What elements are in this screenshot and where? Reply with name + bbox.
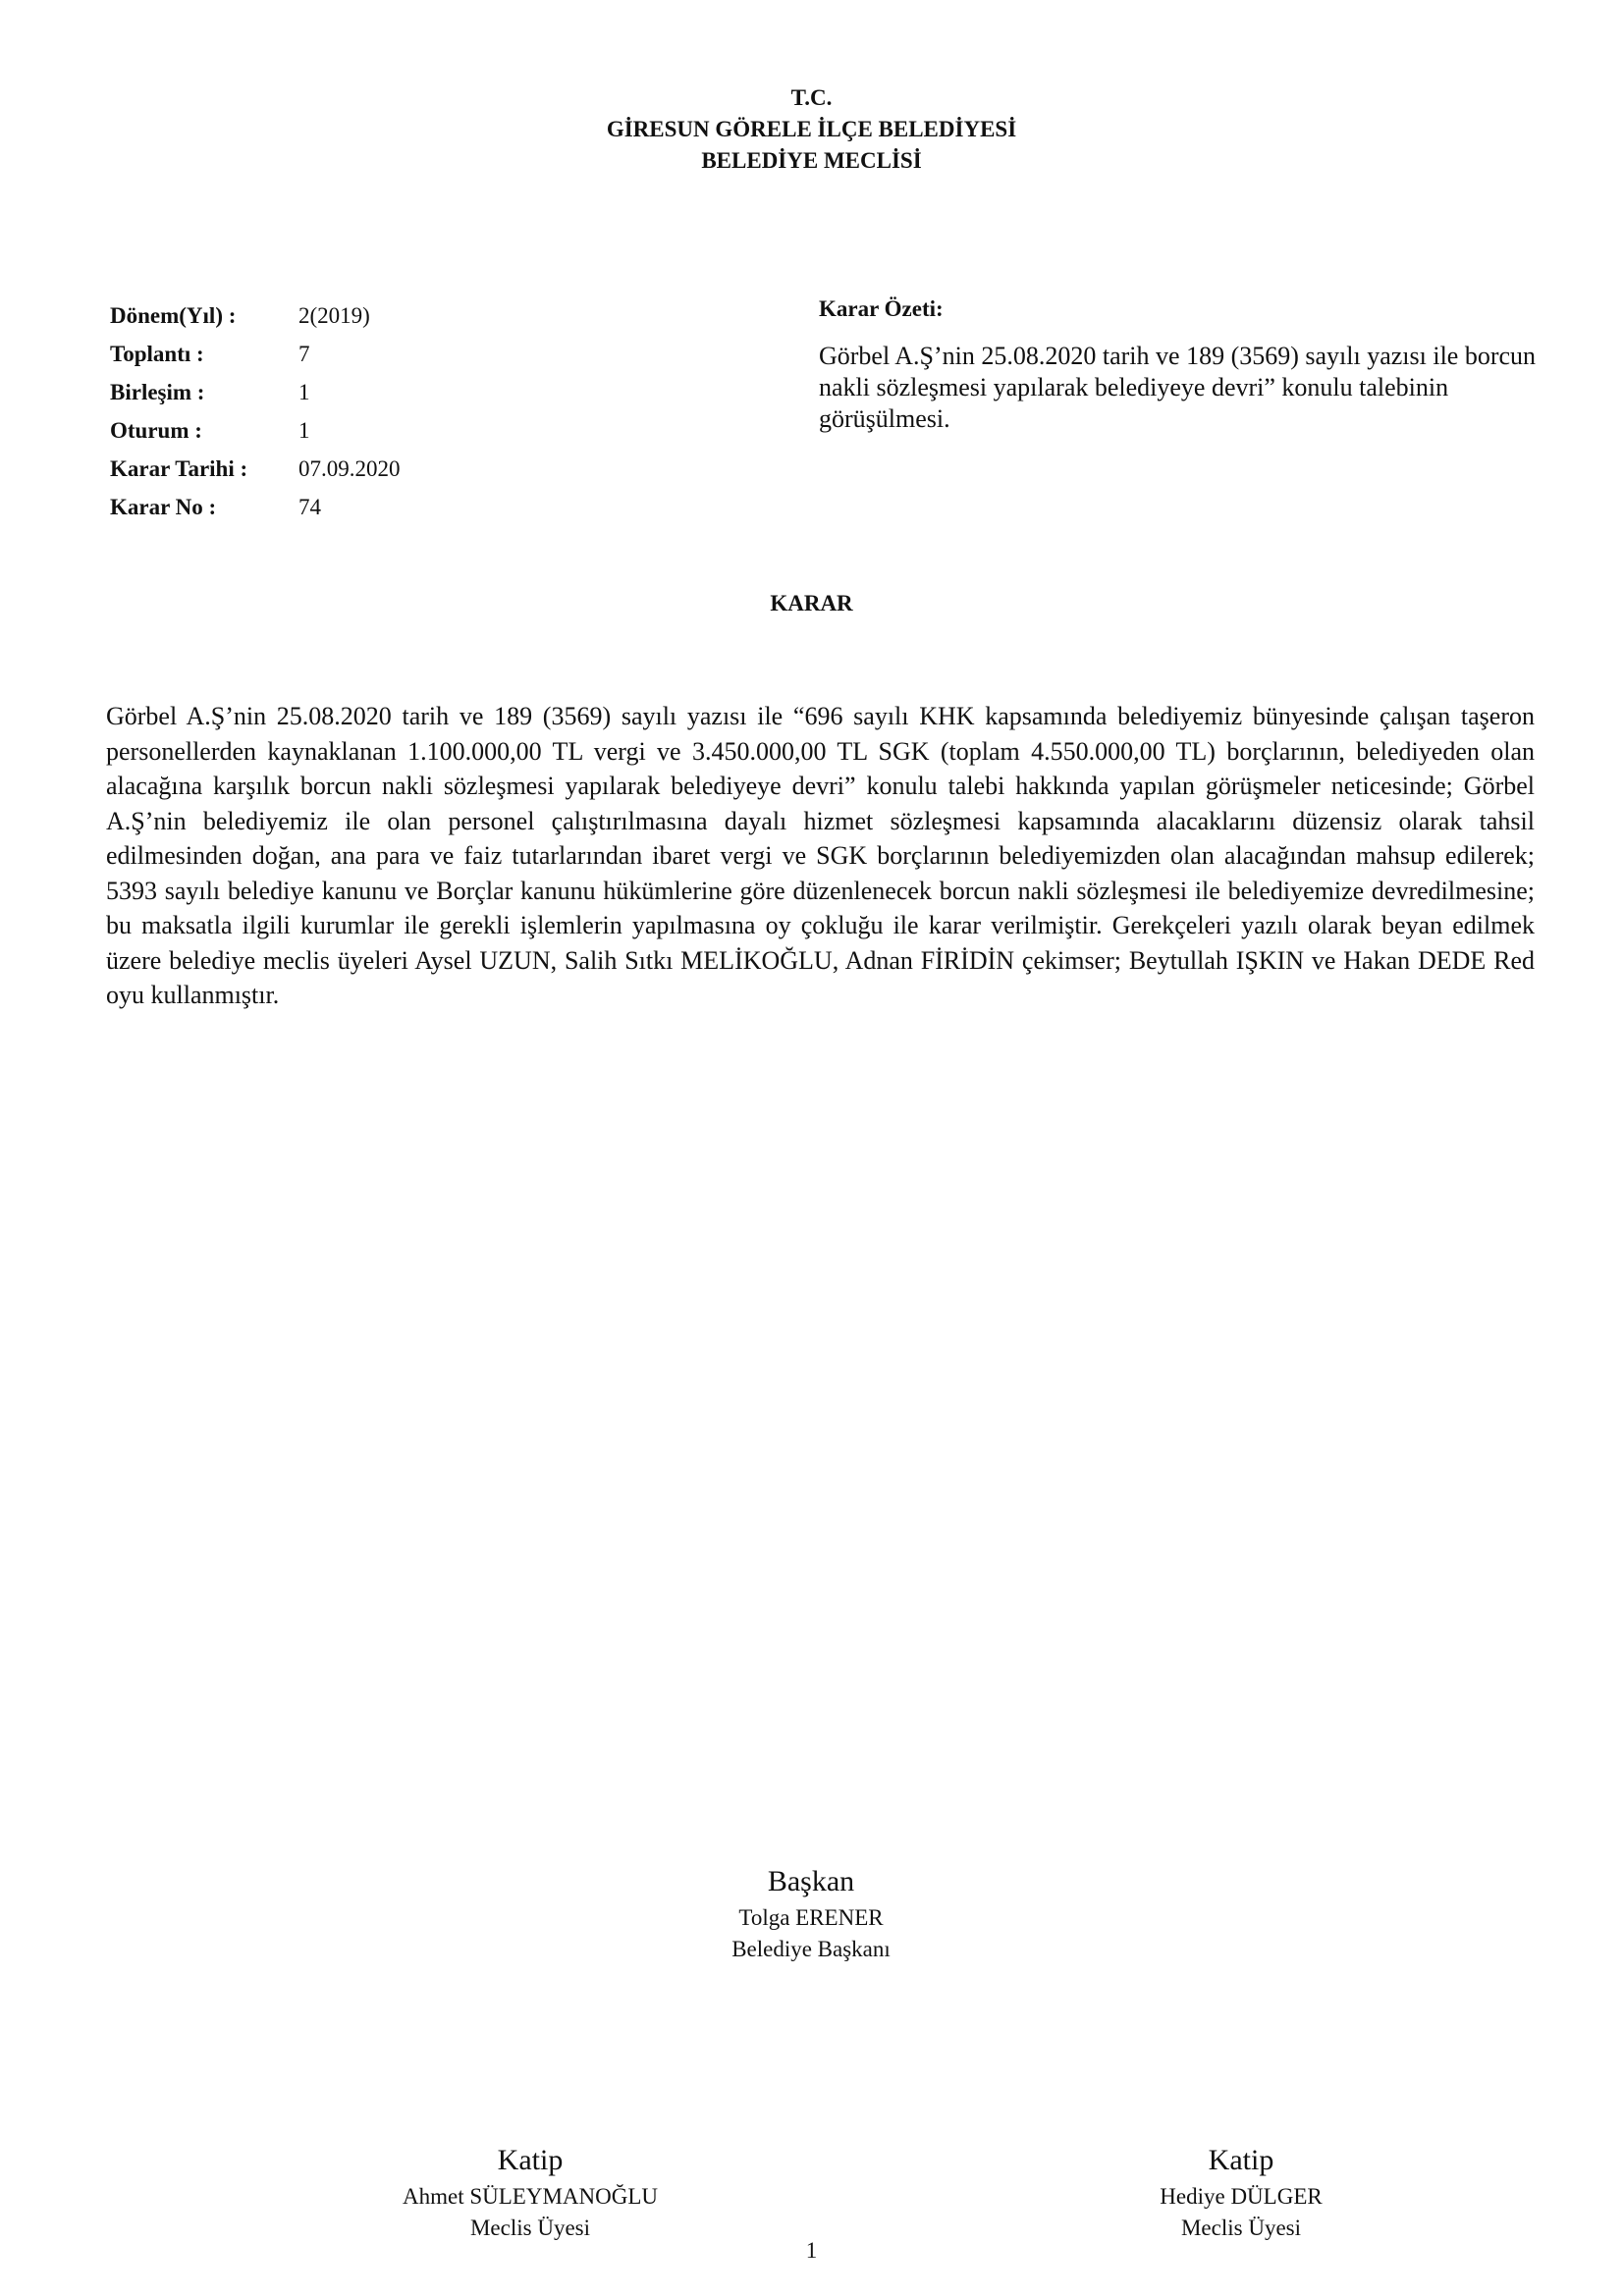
header-country: T.C. bbox=[790, 85, 833, 110]
meta-label: Dönem(Yıl) : bbox=[110, 303, 237, 328]
decision-summary bbox=[819, 293, 1545, 435]
signature-name: Ahmet SÜLEYMANOĞLU bbox=[402, 2184, 658, 2209]
summary-title: Karar Özeti: bbox=[819, 296, 944, 321]
meta-label: Karar Tarihi : bbox=[110, 456, 248, 481]
meta-value: 07.09.2020 bbox=[298, 456, 401, 481]
signature-role: Başkan bbox=[767, 1865, 855, 1897]
meta-value: 7 bbox=[298, 342, 310, 366]
signature-role: Katip bbox=[1208, 2144, 1274, 2176]
meta-label: Toplantı : bbox=[110, 342, 204, 366]
signature-role: Katip bbox=[497, 2144, 564, 2176]
meta-value: 2(2019) bbox=[298, 303, 370, 328]
meta-row-oturum bbox=[110, 411, 401, 450]
meta-row-karar-no bbox=[110, 488, 401, 526]
signature-title: Meclis Üyesi bbox=[469, 2216, 590, 2240]
meta-value: 74 bbox=[298, 495, 321, 519]
summary-text: Görbel A.Ş’nin 25.08.2020 tarih ve 189 (3569) sayılı yazısı ile borcun nakli sözleşmesi yapılarak belediyeye devri” konulu talebinin görüşülmesi. bbox=[819, 342, 1537, 433]
meta-value: 1 bbox=[298, 418, 310, 443]
meta-label: Karar No : bbox=[110, 495, 217, 519]
decision-body: Görbel A.Ş’nin 25.08.2020 tarih ve 189 (3569) sayılı yazısı ile “696 sayılı KHK kapsamında belediyemiz bünyesinde çalışan taşeron personellerden kaynaklanan 1.100.000,00 TL vergi ve 3.450.000,00 TL SGK (toplam 4.550.000,00 TL) borçlarının, belediyeden olan alacağına karşılık borcun nakli sözleşmesi yapılarak belediyeye devri” konulu talebi hakkında yapılan görüşmeler neticesinde; Görbel A.Ş’nin belediyemiz ile olan personel çalıştırılmasına dayalı hizmet sözleşmesi kapsamında alacaklarını düzensiz olarak tahsil edilmesinden doğan, ana para ve faiz tutarlarından ibaret vergi ve SGK borçlarının belediyemizden olan alacağından mahsup edilerek; 5393 sayılı belediye kanunu ve Borçlar kanunu hükümlerine göre düzenlenecek borcun nakli sözleşmesi ile belediyemize devredilmesine; bu maksatla ilgili kurumlar ile gerekli işlemlerin yapılmasına oy çokluğu ile karar verilmiştir. Gerekçeleri yazılı olarak beyan edilmek üzere belediye meclis üyeleri Aysel UZUN, Salih Sıtkı MELİKOĞLU, Adnan FİRİDİN çekimser; Beytullah IŞKIN ve Hakan DEDE Red oyu kullanmıştır. bbox=[106, 702, 1535, 1009]
signature-katip-right bbox=[1045, 2140, 1437, 2244]
meta-label: Birleşim : bbox=[110, 380, 205, 404]
signature-title: Meclis Üyesi bbox=[1180, 2216, 1301, 2240]
meta-row-donem bbox=[110, 296, 401, 335]
decision-meta-table bbox=[110, 296, 401, 526]
signature-katip-left bbox=[334, 2140, 727, 2244]
signature-baskan bbox=[615, 1861, 1007, 1965]
signature-title: Belediye Başkanı bbox=[731, 1937, 891, 1961]
signature-name: Hediye DÜLGER bbox=[1160, 2184, 1323, 2209]
meta-label: Oturum : bbox=[110, 418, 202, 443]
meta-row-birlesim bbox=[110, 373, 401, 411]
header-municipality: GİRESUN GÖRELE İLÇE BELEDİYESİ bbox=[606, 117, 1017, 141]
meta-value: 1 bbox=[298, 380, 310, 404]
meta-row-toplanti bbox=[110, 335, 401, 373]
page-number: 1 bbox=[805, 2238, 818, 2263]
meta-row-karar-tarihi bbox=[110, 450, 401, 488]
decision-title: KARAR bbox=[770, 591, 853, 615]
header-council: BELEDİYE MECLİSİ bbox=[701, 148, 922, 173]
signature-name: Tolga ERENER bbox=[738, 1905, 884, 1930]
document-header bbox=[0, 82, 1623, 177]
